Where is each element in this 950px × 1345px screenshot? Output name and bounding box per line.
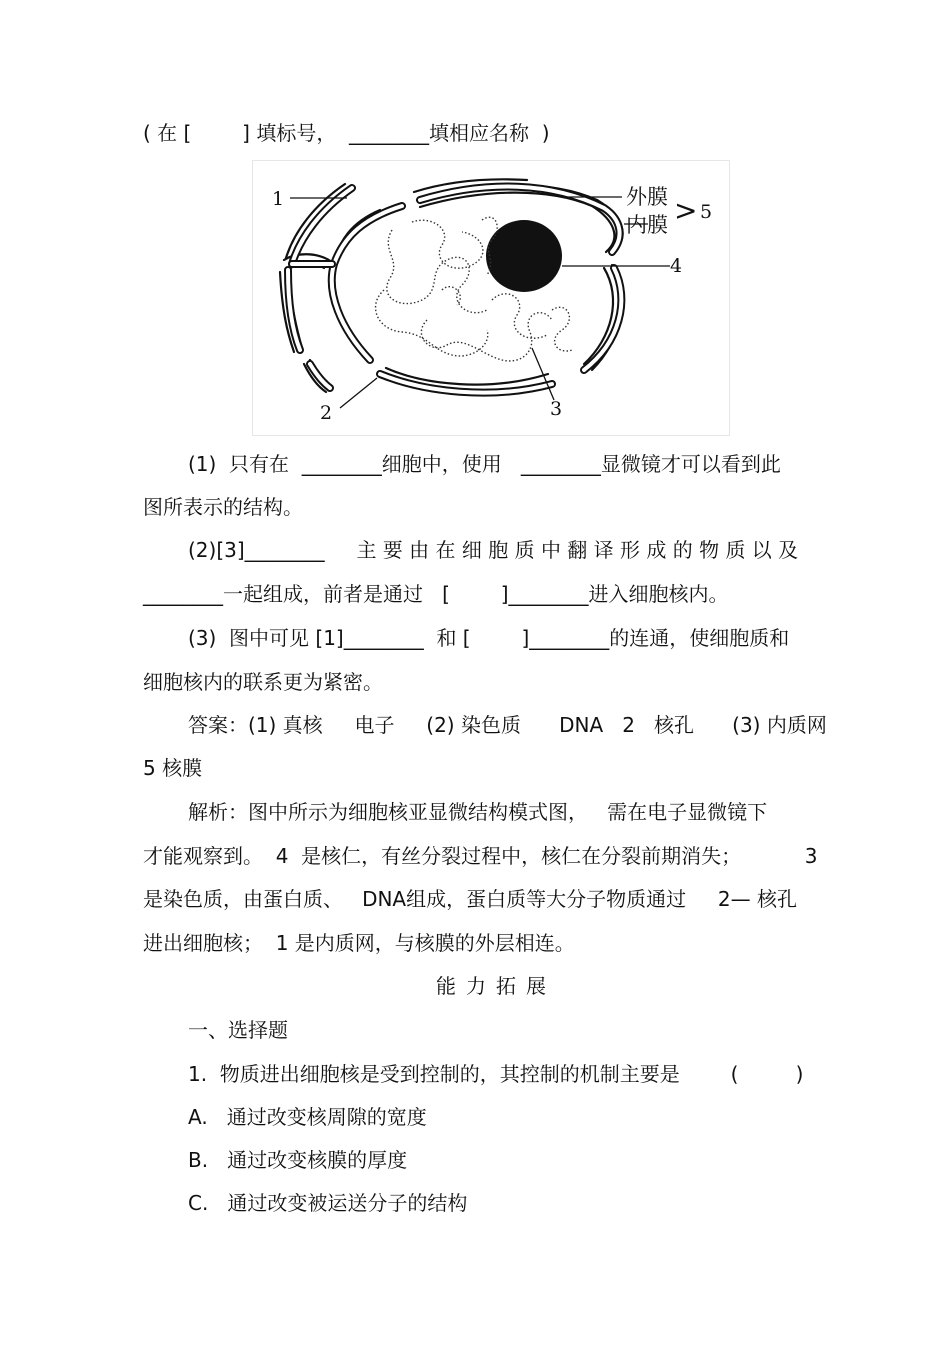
analysis-line-1: 解析：图中所示为细胞核亚显微结构模式图， 需在电子显微镜下 bbox=[188, 800, 768, 824]
label-outer-membrane: 外膜 bbox=[626, 185, 668, 209]
brace-symbol: > bbox=[674, 194, 698, 227]
question-2-cont: ________一起组成，前者是通过 [ ]________进入细胞核内。 bbox=[143, 582, 729, 606]
question-2: (2)[3]________ 主 要 由 在 细 胞 质 中 翻 译 形 成 的 物 质 以 及 bbox=[188, 538, 799, 562]
label-inner-membrane: 内膜 bbox=[626, 213, 668, 237]
nucleus-diagram-svg bbox=[252, 160, 730, 436]
answer-line-cont: 5 核膜 bbox=[143, 756, 203, 780]
question-3-cont: 细胞核内的联系更为紧密。 bbox=[143, 670, 383, 694]
option-c: C. 通过改变被运送分子的结构 bbox=[188, 1191, 468, 1215]
analysis-line-2: 才能观察到。 4 是核仁，有丝分裂过程中，核仁在分裂前期消失； 3 bbox=[143, 844, 818, 868]
analysis-line-4: 进出细胞核； 1 是内质网，与核膜的外层相连。 bbox=[143, 931, 575, 955]
question-3: (3) 图中可见 [1]________ 和 [ ]________的连通，使细胞质和 bbox=[188, 626, 790, 650]
instruction-line: ( 在 [ ] 填标号， ________填相应名称 ) bbox=[143, 121, 550, 145]
label-2: 2 bbox=[320, 402, 333, 424]
analysis-line-3: 是染色质，由蛋白质、 DNA组成，蛋白质等大分子物质通过 2— 核孔 bbox=[143, 887, 797, 911]
nucleolus bbox=[486, 220, 562, 292]
mc-question-1: 1. 物质进出细胞核是受到控制的，其控制的机制主要是 ( ) bbox=[188, 1062, 804, 1086]
label-1: 1 bbox=[272, 188, 285, 210]
answer-line: 答案：(1) 真核 电子 (2) 染色质 DNA 2 核孔 (3) 内质网 bbox=[188, 713, 827, 737]
option-a: A. 通过改变核周隙的宽度 bbox=[188, 1105, 427, 1129]
nucleus-diagram bbox=[252, 160, 730, 436]
label-4: 4 bbox=[670, 255, 683, 277]
label-3: 3 bbox=[550, 398, 563, 420]
question-1-cont: 图所表示的结构。 bbox=[143, 495, 303, 519]
section-heading: 能力拓展 bbox=[436, 974, 556, 998]
subsection-heading: 一、选择题 bbox=[188, 1018, 288, 1042]
option-b: B. 通过改变核膜的厚度 bbox=[188, 1148, 408, 1172]
label-5: 5 bbox=[700, 201, 713, 223]
question-1: (1) 只有在 ________细胞中，使用 ________显微镜才可以看到此 bbox=[188, 452, 781, 476]
